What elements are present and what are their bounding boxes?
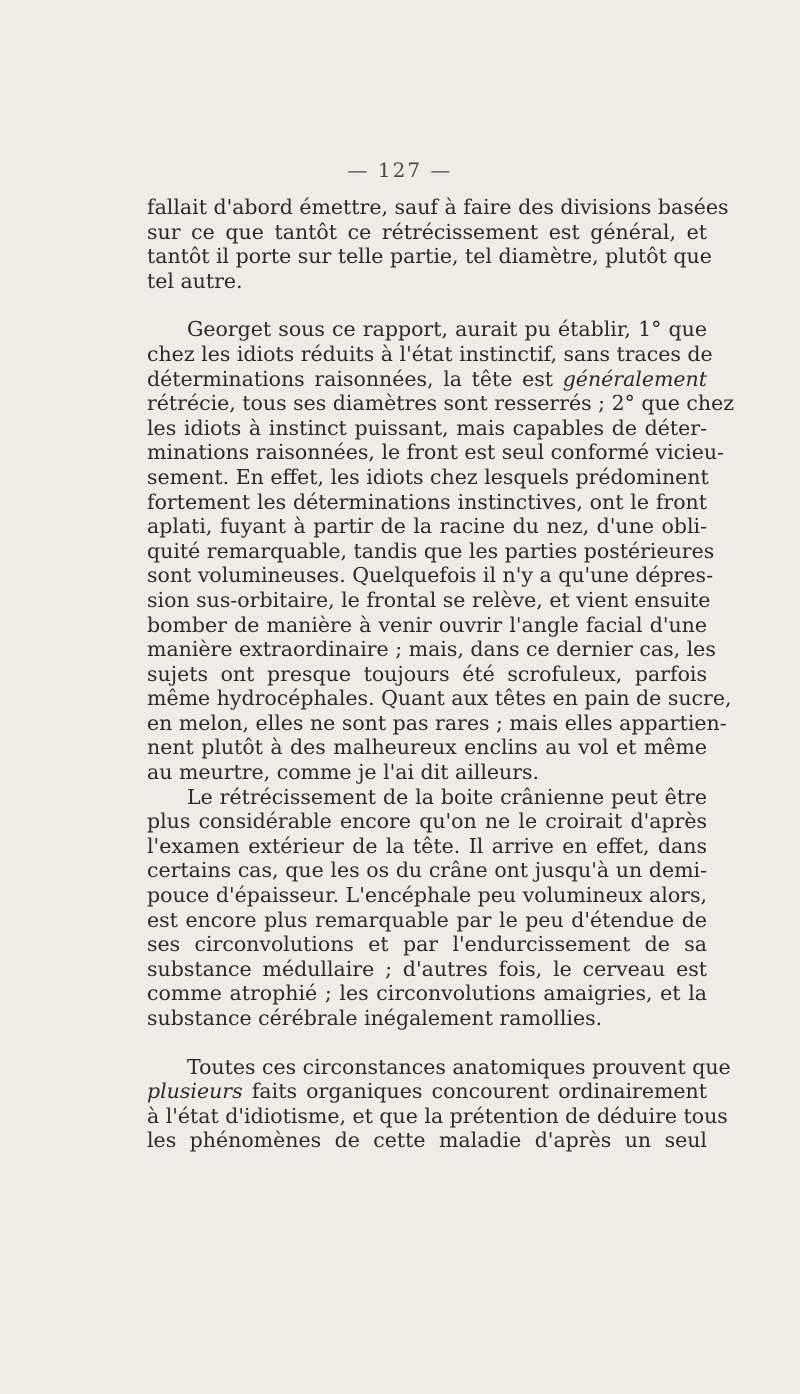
text-line: chez les idiots réduits à l'état instinctif, sans traces de (147, 341, 713, 366)
text-line: l'examen extérieur de la tête. Il arrive en effet, dans (147, 833, 707, 858)
text-line: substance cérébrale inégalement ramollies. (147, 1006, 603, 1030)
text-segment: déterminations raisonnées, la tête est (147, 366, 563, 391)
text-line: sement. En effet, les idiots chez lesquels prédominent (147, 464, 709, 489)
text-line: sion sus-orbitaire, le frontal se relève, et vient ensuite (147, 587, 711, 612)
text-line: les phénomènes de cette maladie d'après un seul (147, 1128, 707, 1153)
text-line: est encore plus remarquable par le peu d'étendue de (147, 907, 707, 932)
text-line-with-emphasis (147, 367, 707, 392)
text-line: Le rétrécissement de la boite crânienne peut être (187, 784, 707, 809)
emphasized-word: généralement (562, 366, 707, 391)
text-line: manière extraordinaire ; mais, dans ce dernier cas, les (147, 637, 716, 662)
text-line: minations raisonnées, le front est seul conformé vicieu- (147, 440, 724, 465)
text-line: les idiots à instinct puissant, mais capables de déter- (147, 415, 707, 440)
text-line: sujets ont presque toujours été scrofuleux, parfois (147, 661, 707, 686)
paragraph-2 (147, 317, 735, 785)
text-line: même hydrocéphales. Quant aux têtes en pain de sucre, (147, 686, 732, 711)
text-line: au meurtre, comme je l'ai dit ailleurs. (147, 760, 540, 785)
text-line: tel autre. (147, 268, 243, 293)
text-line: pouce d'épaisseur. L'encéphale peu volumineux alors, (147, 883, 707, 908)
paragraph-3 (147, 785, 707, 1031)
text-line: aplati, fuyant à partir de la racine du nez, d'une obli- (147, 514, 707, 539)
text-line: plus considérable encore qu'on ne le croirait d'après (147, 809, 707, 834)
paragraph-gap (147, 293, 707, 317)
text-line: tantôt il porte sur telle partie, tel diamètre, plutôt que (147, 244, 712, 269)
text-line: rétrécie, tous ses diamètres sont resserrés ; 2° que chez (147, 391, 735, 416)
paragraph-4 (147, 1054, 731, 1153)
text-line: à l'état d'idiotisme, et que la prétention de déduire tous (147, 1103, 728, 1128)
text-line: comme atrophié ; les circonvolutions amaigries, et la (147, 981, 707, 1006)
text-line: certains cas, que les os du crâne ont jusqu'à un demi- (147, 858, 707, 883)
page-number: — 127 — (347, 158, 453, 182)
text-line: quité remarquable, tandis que les parties postérieures (147, 538, 715, 563)
text-line: en melon, elles ne sont pas rares ; mais elles appartien- (147, 710, 727, 735)
text-line: ses circonvolutions et par l'endurcissement de sa (147, 932, 707, 957)
body-text (147, 195, 735, 1153)
emphasized-word: plusieurs (147, 1079, 243, 1104)
paragraph-1 (147, 195, 729, 293)
text-line: bomber de manière à venir ouvrir l'angle facial d'une (147, 612, 707, 637)
text-line: fortement les déterminations instinctives, ont le front (147, 489, 707, 514)
text-line: sont volumineuses. Quelquefois il n'y a qu'une dépres- (147, 563, 713, 588)
text-line: substance médullaire ; d'autres fois, le cerveau est (147, 956, 707, 981)
paragraph-gap (147, 1031, 707, 1055)
text-line: Georget sous ce rapport, aurait pu établir, 1° que (187, 317, 707, 342)
text-line: fallait d'abord émettre, sauf à faire des divisions basées (147, 195, 729, 219)
text-line: Toutes ces circonstances anatomiques prouvent que (187, 1054, 731, 1079)
text-line: sur ce que tantôt ce rétrécissement est général, et (147, 219, 707, 244)
text-line-with-emphasis (147, 1079, 707, 1104)
text-segment: faits organiques concourent ordinairement (242, 1079, 707, 1104)
text-line: nent plutôt à des malheureux enclins au vol et même (147, 735, 707, 760)
